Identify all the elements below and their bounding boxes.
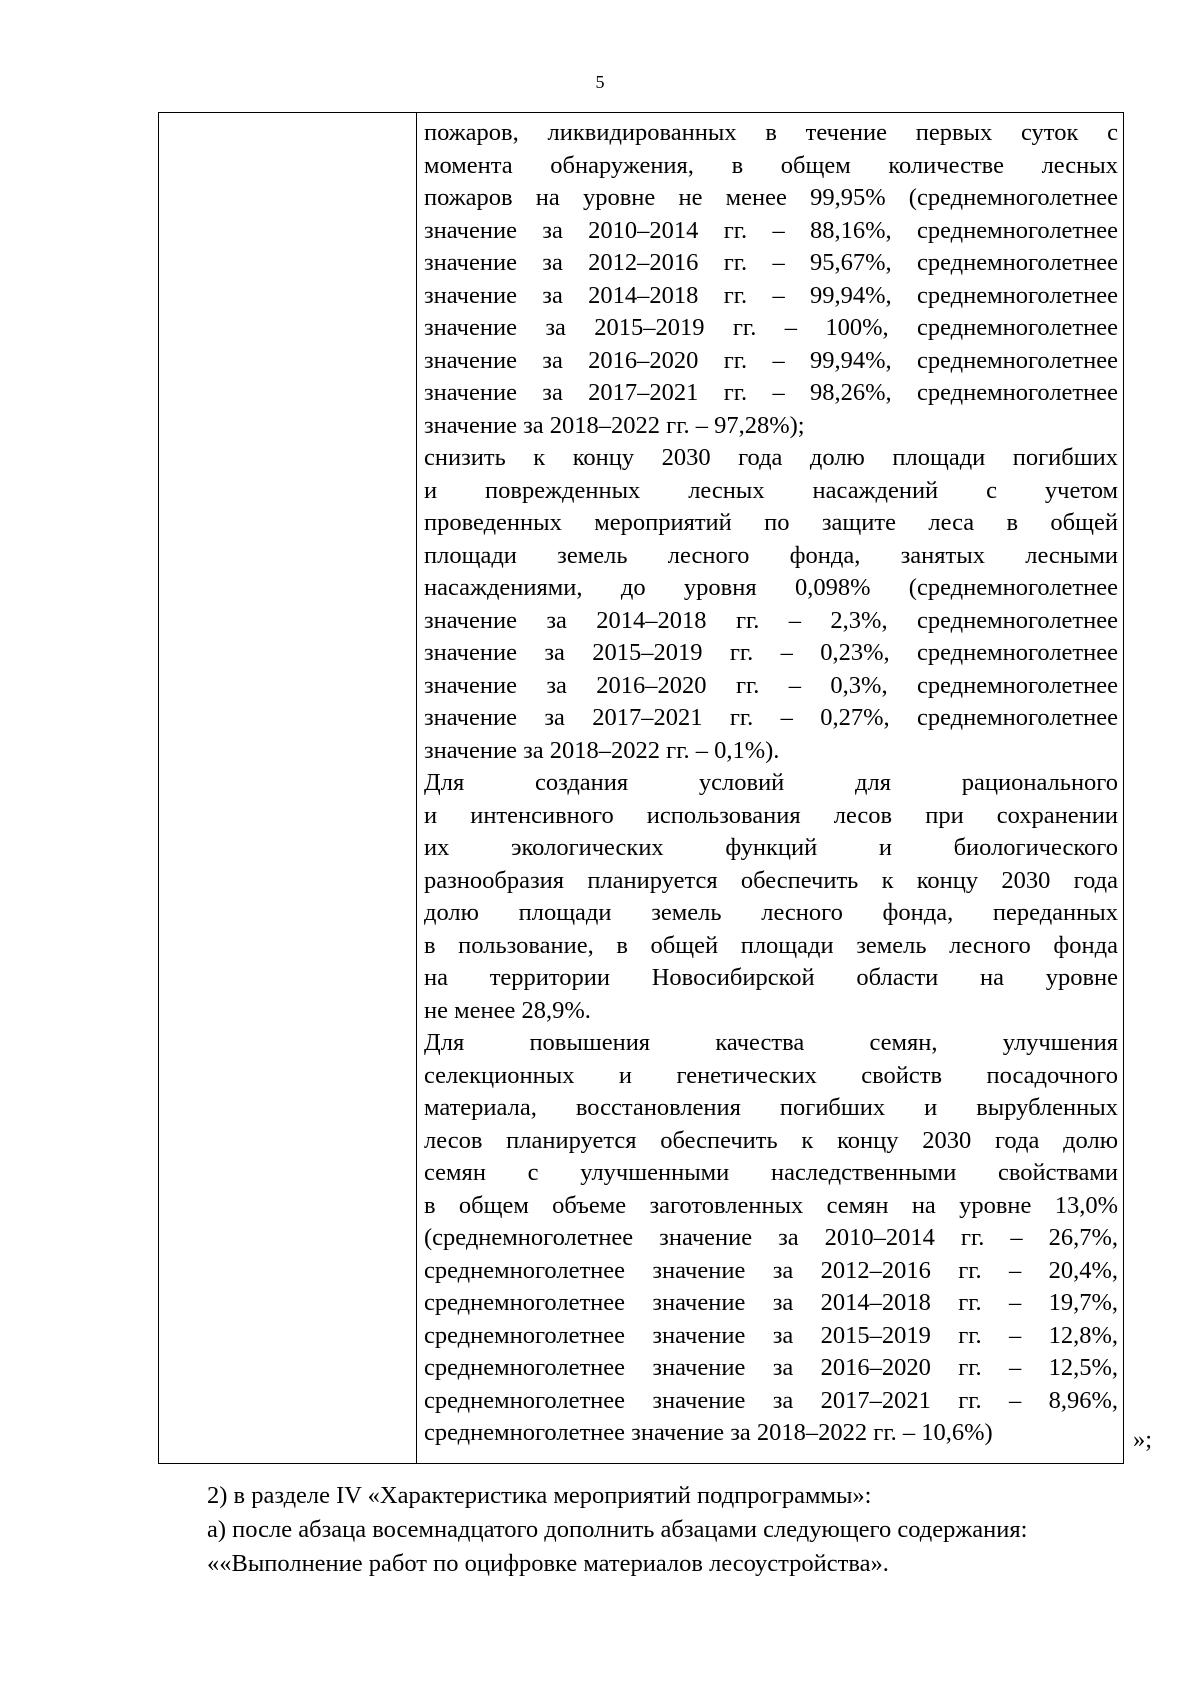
table-text-line: среднемноголетнее значение за 2016–2020 гг. – 12,5%, <box>424 1354 1118 1381</box>
table-text-line: значение за 2017–2021 гг. – 0,27%, среднемноголетнее <box>424 704 1118 731</box>
table-right-cell <box>418 113 1123 1463</box>
amendment-item-2: 2) в разделе IV «Характеристика мероприятий подпрограммы»: <box>207 1482 872 1509</box>
table-text-line: значение за 2016–2020 гг. – 99,94%, среднемноголетнее <box>424 346 1118 374</box>
table-text-line: значение за 2016–2020 гг. – 0,3%, среднемноголетнее <box>424 671 1118 699</box>
amendment-subitem-a: а) после абзаца восемнадцатого дополнить абзацами следующего содержания: <box>207 1516 1028 1543</box>
table-text-line: насаждениями, до уровня 0,098% (среднемноголетнее <box>424 574 1118 601</box>
table-text-line: и поврежденных лесных насаждений с учетом <box>424 476 1118 504</box>
table-text-line: площади земель лесного фонда, занятых лесными <box>424 541 1118 569</box>
table-text-line: Для повышения качества семян, улучшения <box>424 1029 1118 1056</box>
table-text-line: (среднемноголетнее значение за 2010–2014 гг. – 26,7%, <box>424 1224 1118 1251</box>
table-text-line: лесов планируется обеспечить к концу 2030 года долю <box>424 1126 1118 1154</box>
table-text-line: в пользование, в общей площади земель лесного фонда <box>424 931 1118 959</box>
table-text-line: значение за 2015–2019 гг. – 0,23%, среднемноголетнее <box>424 639 1118 666</box>
table-text-line: среднемноголетнее значение за 2015–2019 гг. – 12,8%, <box>424 1321 1118 1349</box>
table-text-line: на территории Новосибирской области на уровне <box>424 964 1118 991</box>
table-text-line: их экологических функций и биологического <box>424 834 1118 861</box>
table-text-line: значение за 2014–2018 гг. – 99,94%, среднемноголетнее <box>424 281 1118 309</box>
table-text-line: момента обнаружения, в общем количестве лесных <box>424 151 1118 179</box>
table-text-line: Для создания условий для рационального <box>424 769 1118 796</box>
table-text-line: значение за 2010–2014 гг. – 88,16%, среднемноголетнее <box>424 216 1118 244</box>
table-text-line: и интенсивного использования лесов при сохранении <box>424 801 1118 829</box>
table-text-line: значение за 2015–2019 гг. – 100%, среднемноголетнее <box>424 314 1118 341</box>
table-text-line: среднемноголетнее значение за 2012–2016 гг. – 20,4%, <box>424 1256 1118 1284</box>
table-text-line: значение за 2018–2022 гг. – 97,28%); <box>424 411 805 439</box>
table-text-line: среднемноголетнее значение за 2018–2022 гг. – 10,6%) <box>424 1419 993 1446</box>
table-text-line: значение за 2018–2022 гг. – 0,1%). <box>424 736 780 764</box>
table-text-line: в общем объеме заготовленных семян на уровне 13,0% <box>424 1191 1118 1219</box>
table-text-line: значение за 2012–2016 гг. – 95,67%, среднемноголетнее <box>424 249 1118 276</box>
closing-quote: »; <box>1133 1426 1153 1453</box>
document-table <box>158 112 1124 1464</box>
table-text-line: не менее 28,9%. <box>424 996 591 1024</box>
page-number: 5 <box>595 72 605 92</box>
table-text-line: пожаров, ликвидированных в течение первых суток с <box>424 119 1118 146</box>
table-text-line: среднемноголетнее значение за 2014–2018 гг. – 19,7%, <box>424 1289 1118 1316</box>
table-text-line: семян с улучшенными наследственными свойствами <box>424 1159 1118 1186</box>
table-left-cell <box>159 113 417 1463</box>
amendment-quoted-text: ««Выполнение работ по оцифровке материалов лесоустройства». <box>207 1550 889 1577</box>
table-text-line: значение за 2014–2018 гг. – 2,3%, среднемноголетнее <box>424 606 1118 634</box>
table-text-line: снизить к концу 2030 года долю площади погибших <box>424 444 1118 471</box>
table-text-line: долю площади земель лесного фонда, переданных <box>424 899 1118 926</box>
table-text-line: разнообразия планируется обеспечить к концу 2030 года <box>424 866 1118 894</box>
table-text-line: среднемноголетнее значение за 2017–2021 гг. – 8,96%, <box>424 1386 1118 1414</box>
table-text-line: материала, восстановления погибших и вырубленных <box>424 1094 1118 1121</box>
table-text-line: селекционных и генетических свойств посадочного <box>424 1061 1118 1089</box>
table-text-line: проведенных мероприятий по защите леса в общей <box>424 509 1118 536</box>
table-text-line: значение за 2017–2021 гг. – 98,26%, среднемноголетнее <box>424 379 1118 406</box>
table-text-line: пожаров на уровне не менее 99,95% (среднемноголетнее <box>424 184 1118 211</box>
